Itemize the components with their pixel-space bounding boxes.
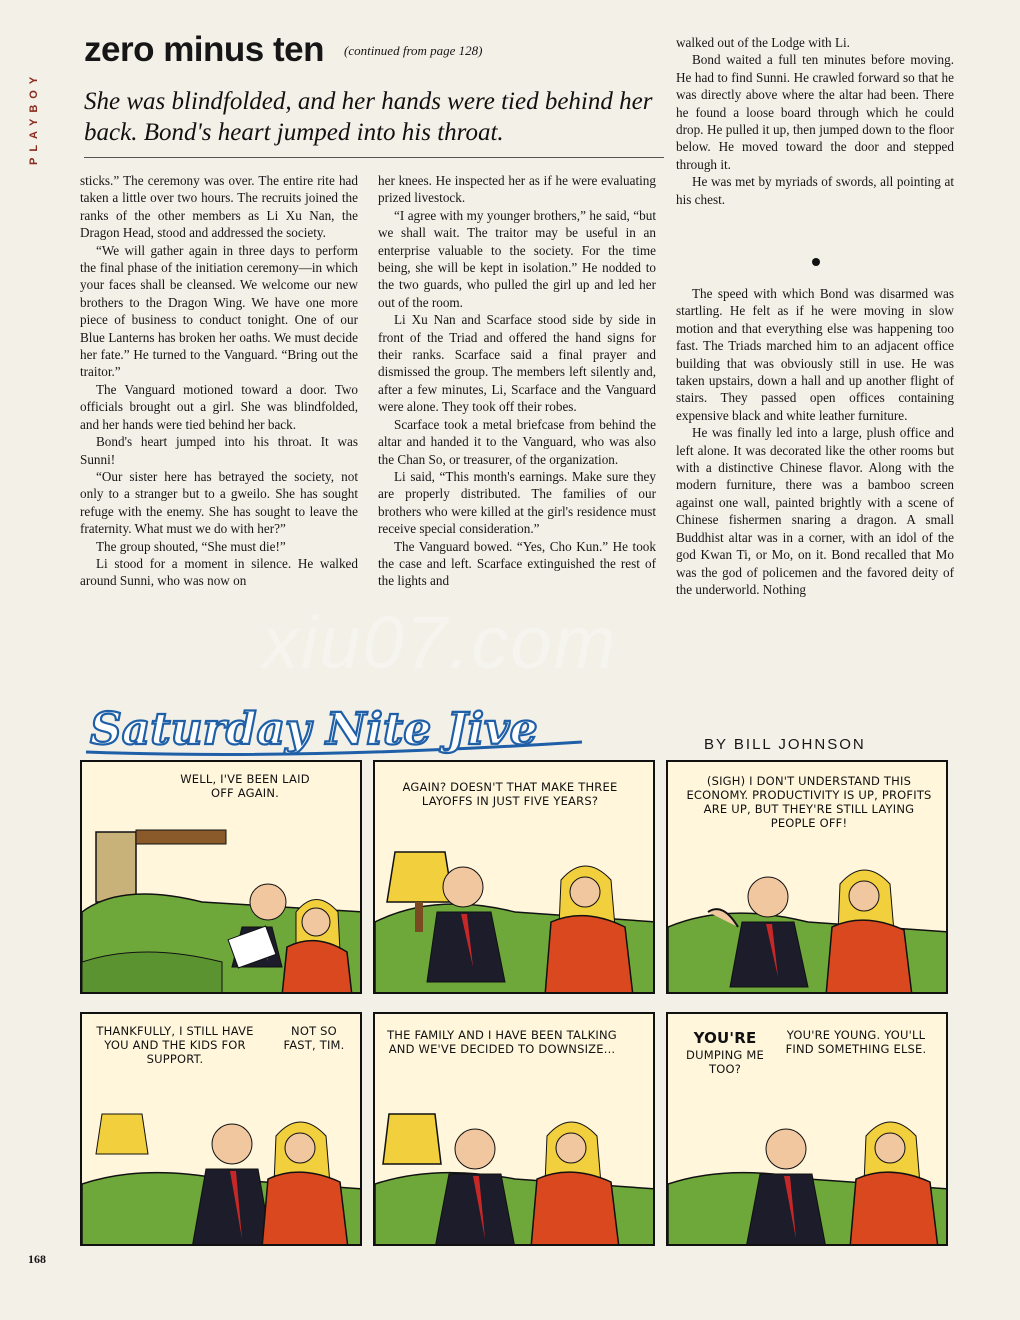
text-column-3-continued xyxy=(676,285,954,598)
speech-bubble: THANKFULLY, I STILL HAVE YOU AND THE KIDS FOR SUPPORT. xyxy=(96,1024,254,1066)
magazine-brand: PLAYBOY xyxy=(28,70,40,166)
pull-quote-rule xyxy=(84,157,664,158)
paragraph: He was finally led into a large, plush office and left alone. It was decorated like the other rooms but with a distinctive Chinese flavor. Along with the modern furniture, there was a bamboo screen against one wall, painted brightly with a scene of Chinese fishermen snaring a dragon. A small Buddhist altar was in a corner, with an idol of the god Kwan Ti, or Mo, on it. Bond recalled that Mo was the god of policemen and the favored deity of the underworld. Nothing xyxy=(676,425,954,597)
text-column-1 xyxy=(80,172,358,590)
pull-quote: She was blindfolded, and her hands were tied behind her back. Bond's heart jumped into his throat. xyxy=(84,88,653,146)
paragraph: “We will gather again in three days to perform the final phase of the initiation ceremony—in which your faces shall be cleansed. We welcome our new brothers to the Dragon Wing. We have one more piece of business to conduct tonight. One of our Blue Lanterns has broken her oaths. We must decide her fate.” He turned to the Vanguard. “Bring out the traitor.” xyxy=(80,242,358,380)
story-title: zero minus ten xyxy=(84,30,324,69)
comic-panel-5 xyxy=(373,1012,655,1246)
comic-title-text: Saturday Nite Jive xyxy=(90,704,538,755)
speech-bubble: (SIGH) I DON'T UNDERSTAND THIS ECONOMY. PRODUCTIVITY IS UP, PROFITS ARE UP, BUT THEY'RE STILL LAYING PEOPLE OFF! xyxy=(686,774,932,830)
speech-bubble: DUMPING ME TOO? xyxy=(686,1048,764,1076)
paragraph: Scarface took a metal briefcase from behind the altar and handed it to the Vanguard, who was also the Chan So, or treasurer, of the organization. xyxy=(378,416,656,467)
paragraph: Bond waited a full ten minutes before moving. He had to find Sunni. He crawled forward so that he was directly above where the altar had been. There he found a loose board through which he could drop. He pulled it up, then jumped down to the floor below. He moved toward the door and stepped through it. xyxy=(676,52,954,172)
paragraph: sticks.” The ceremony was over. The entire rite had taken a little over two hours. The recruits joined the ranks of the other members as Li Xu Nan, the Dragon Head, stood and addressed the society. xyxy=(80,173,358,241)
comic-panel-2 xyxy=(373,760,655,994)
comic-title xyxy=(82,702,602,760)
page-number: 168 xyxy=(28,1252,46,1266)
paragraph: Li Xu Nan and Scarface stood side by side in front of the Triad and offered the hand signs for their ranks. Scarface said a final prayer and dismissed the group. The members left silently and, after a few minutes, Li, Scarface and the Vanguard were alone. They took off their robes. xyxy=(378,312,656,415)
paragraph: Li stood for a moment in silence. He walked around Sunni, who was now on xyxy=(80,555,358,589)
comic-byline: BY BILL JOHNSON xyxy=(704,736,866,753)
speech-bubble: WELL, I'VE BEEN LAID OFF AGAIN. xyxy=(180,772,310,800)
text-column-3 xyxy=(676,34,954,208)
comic-title-lettering xyxy=(82,702,602,760)
paragraph: The group shouted, “She must die!” xyxy=(96,538,286,554)
paragraph: Bond's heart jumped into his throat. It was Sunni! xyxy=(80,434,358,467)
watermark: xiu07.com xyxy=(262,601,618,684)
paragraph: “Our sister here has betrayed the society, not only to a stranger but to a gweilo. She has sought refuge with the enemy. She has sought to leave the fraternity. What must we do with her?” xyxy=(80,468,358,537)
paragraph: “I agree with my younger brothers,” he said, “but we shall wait. The traitor may be useful in an enterprise valuable to the society. For the time being, she will be kept in isolation.” He nodded to the two guards, who pulled the girl up and led her out of the room. xyxy=(378,207,656,310)
comic-panel-3 xyxy=(666,760,948,994)
comic-panel-4 xyxy=(80,1012,362,1246)
story-header xyxy=(84,30,664,70)
paragraph: The speed with which Bond was disarmed was startling. He felt as if he were moving in slow motion and that everything else was happening too fast. The Triads marched him to an adjacent office building that was obviously still in use. He was taken upstairs, down a hall and up another flight of stairs. They passed open offices containing expensive black and white leather furniture. xyxy=(676,286,954,423)
speech-bubble: THE FAMILY AND I HAVE BEEN TALKING AND WE'VE DECIDED TO DOWNSIZE... xyxy=(387,1028,617,1056)
paragraph: He was met by myriads of swords, all pointing at his chest. xyxy=(676,174,954,207)
comic-panel-6 xyxy=(666,1012,948,1246)
speech-bubble: YOU'RE YOUNG. YOU'LL FIND SOMETHING ELSE. xyxy=(785,1028,927,1056)
speech-bubble: NOT SO FAST, TIM. xyxy=(283,1024,345,1052)
section-break-bullet xyxy=(812,258,820,266)
paragraph: her knees. He inspected her as if he were evaluating prized livestock. xyxy=(378,173,656,206)
text-column-2 xyxy=(378,172,656,590)
paragraph: The Vanguard bowed. “Yes, Cho Kun.” He took the case and left. Scarface extinguished the rest of the lights and xyxy=(378,538,656,589)
comic-panel-1 xyxy=(80,760,362,994)
paragraph: walked out of the Lodge with Li. xyxy=(676,35,850,50)
continued-note: (continued from page 128) xyxy=(343,43,483,58)
speech-bubble: YOU'RE xyxy=(693,1029,757,1047)
paragraph: Li said, “This month's earnings. Make sure they are properly distributed. The families of our brothers who were killed at the girl's residence must receive special consideration.” xyxy=(378,468,656,537)
paragraph: The Vanguard motioned toward a door. Two officials brought out a girl. She was blindfolded, and her hands were tied behind her back. xyxy=(80,381,358,432)
speech-bubble: AGAIN? DOESN'T THAT MAKE THREE LAYOFFS IN JUST FIVE YEARS? xyxy=(402,780,618,808)
